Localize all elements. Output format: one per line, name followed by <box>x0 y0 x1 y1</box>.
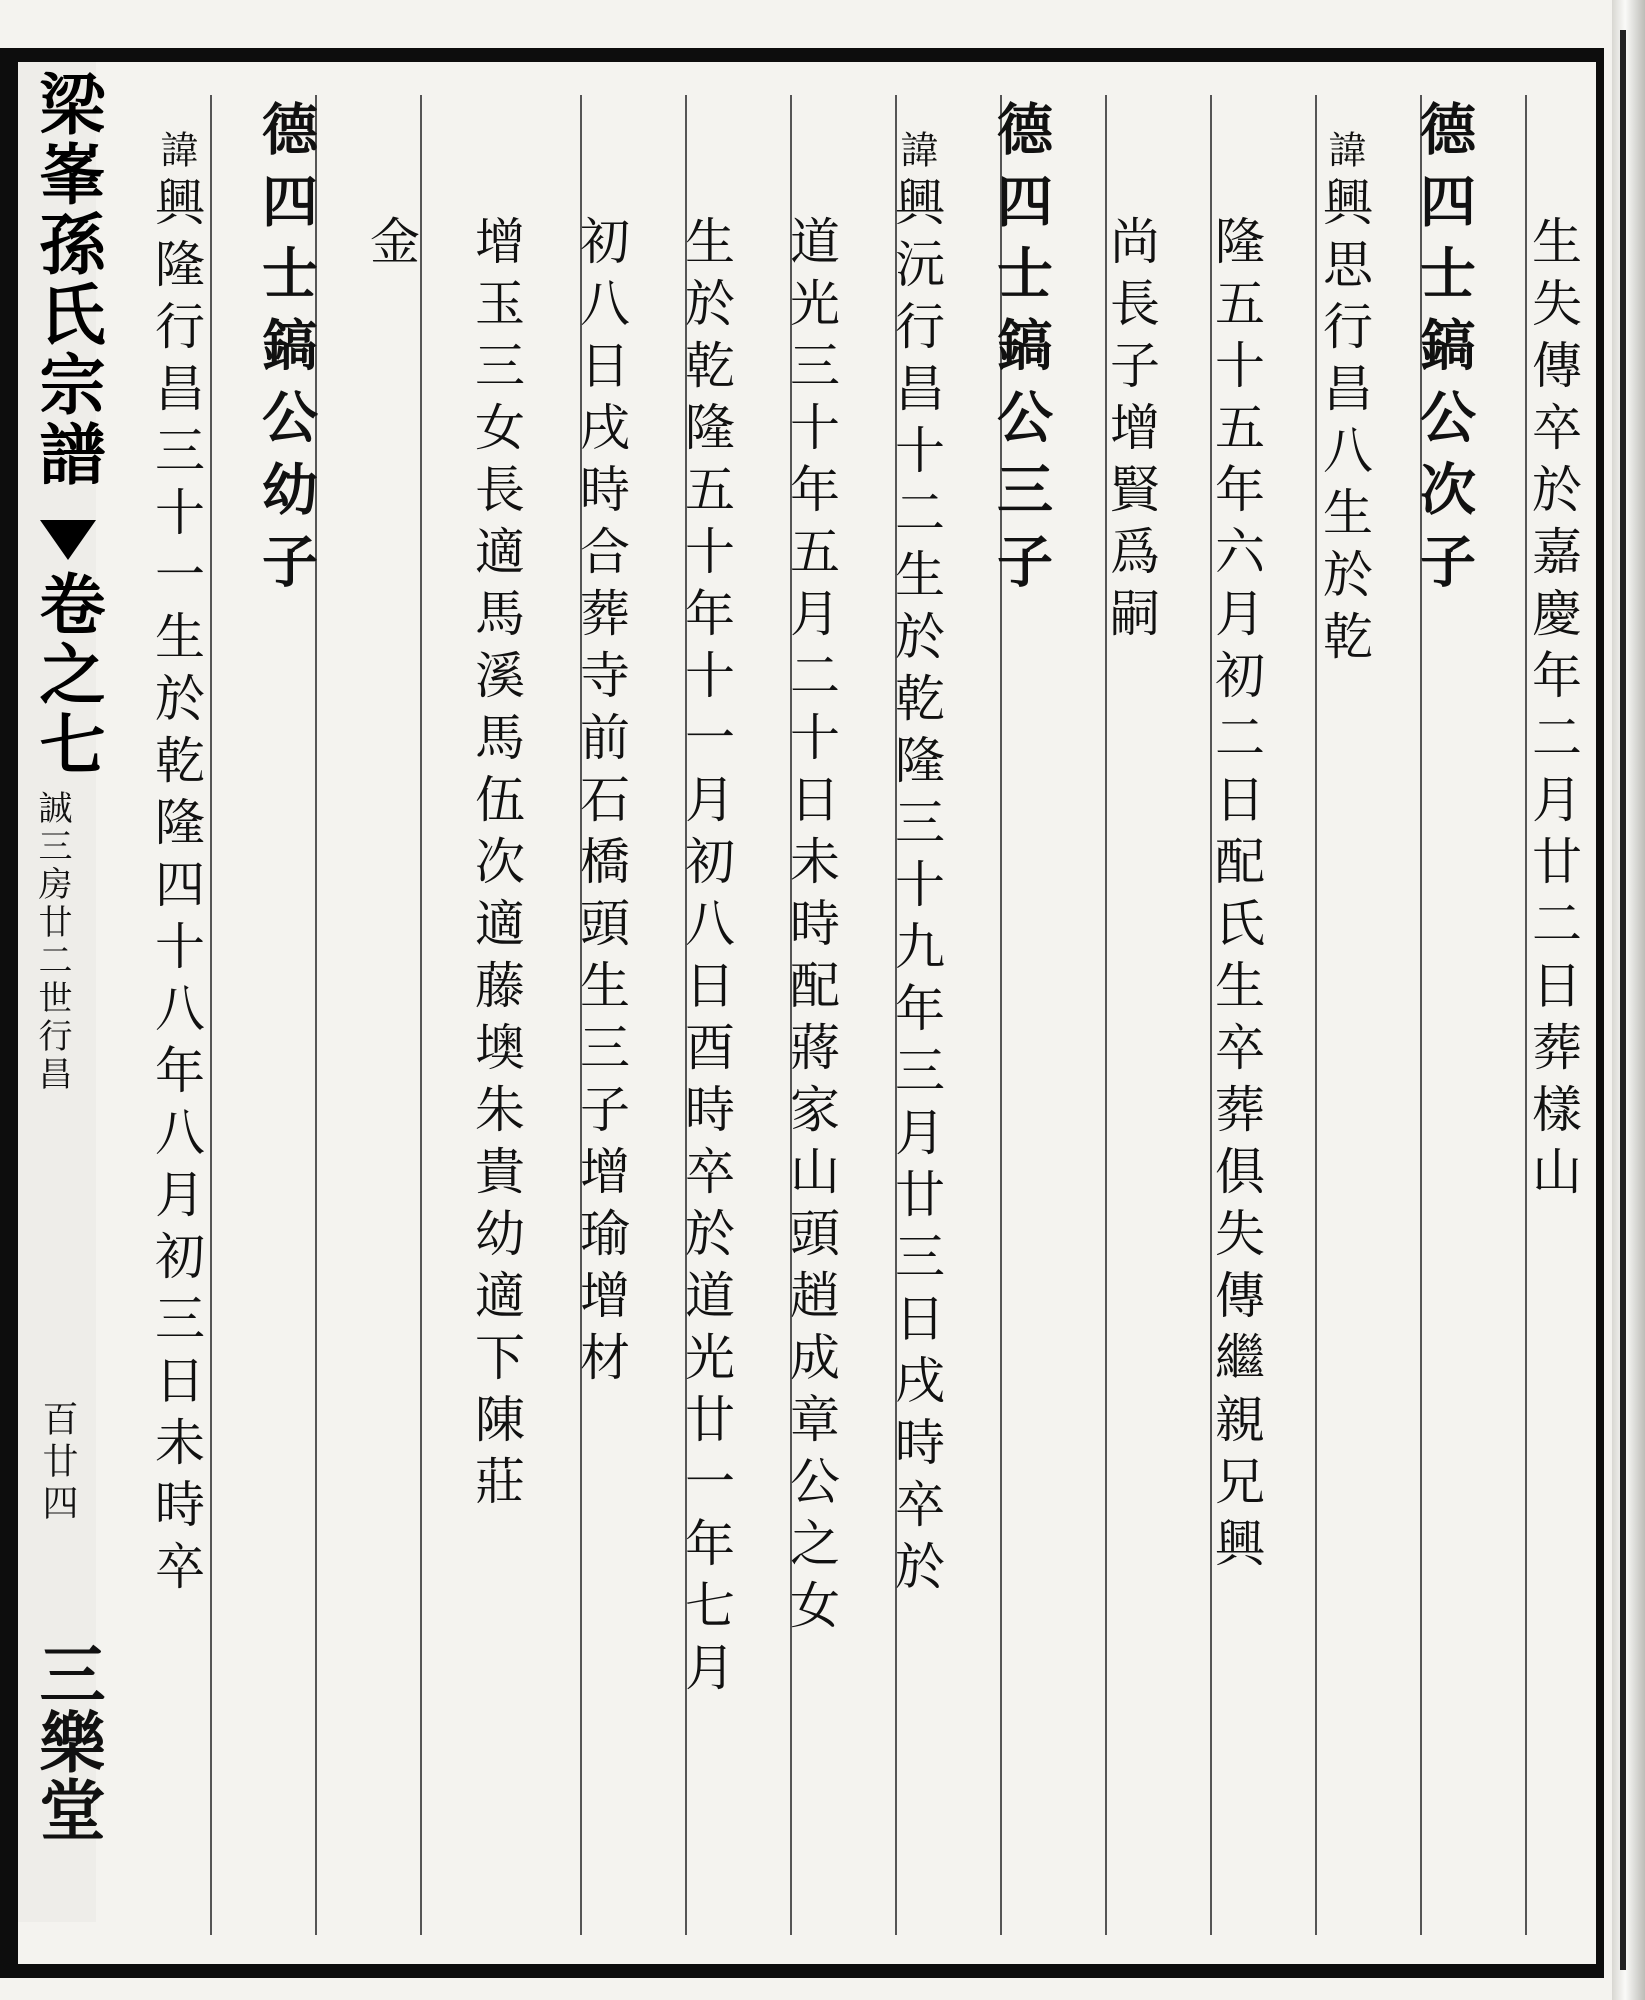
column-text: 幼適下陳莊 <box>467 1207 525 1517</box>
column-text: 興沅行昌十二 <box>887 176 945 548</box>
column-text: 增材 <box>572 1269 630 1393</box>
entry-heading: 德四士鎬公幼子 <box>253 100 319 604</box>
text-column <box>677 215 735 1703</box>
entry-heading: 德四士鎬公次子 <box>1411 100 1477 604</box>
column-rule <box>420 95 422 1935</box>
genealogy-title: 梁峯孫氏宗譜 <box>28 70 106 490</box>
text-column <box>467 215 525 1517</box>
text-column <box>147 130 205 1602</box>
column-text: 生失傳卒於嘉慶年二月廿二日葬樣山 <box>1524 215 1582 1207</box>
column-text: 配氏生卒葬俱失傳 <box>1207 835 1265 1331</box>
column-text: 合葬寺前石橋頭 <box>572 525 630 959</box>
taboo-name-note: 諱 <box>154 130 198 176</box>
column-text: 增瑜 <box>572 1145 630 1269</box>
column-text: 尚長子增賢爲嗣 <box>1102 215 1160 649</box>
hall-name: 三樂堂 <box>28 1640 106 1844</box>
text-column <box>1524 215 1582 1207</box>
column-text: 生於乾隆三十九年三月廿三日戌時卒於 <box>887 548 945 1602</box>
text-column <box>1102 215 1160 649</box>
text-column <box>572 215 630 1393</box>
column-text: 生於乾 <box>1315 486 1373 672</box>
column-text: 次適藤墺朱貴 <box>467 835 525 1207</box>
column-text: 隆五十五年六月初二日 <box>1207 215 1265 835</box>
branch-label: 誠三房廿二世行昌 <box>32 790 72 1094</box>
taboo-name-note: 諱 <box>894 130 938 176</box>
column-text: 道光三十年五月二十日未時 <box>782 215 840 959</box>
column-text: 興隆行昌三十一 <box>147 176 205 610</box>
column-text: 配蔣家山頭趙成章公之女 <box>782 959 840 1641</box>
text-column <box>782 215 840 1641</box>
text-column <box>887 130 945 1602</box>
page-number: 百廿四 <box>37 1400 78 1526</box>
text-column <box>1315 130 1373 672</box>
column-rule <box>210 95 212 1935</box>
column-text: 金 <box>362 215 420 277</box>
column-text: 生於乾隆四十八年八月初三日未時卒 <box>147 610 205 1602</box>
taboo-name-note: 諱 <box>1322 130 1366 176</box>
text-column <box>1411 100 1477 604</box>
text-column <box>253 100 319 604</box>
column-text: 繼親兄興 <box>1207 1331 1265 1579</box>
column-text: 興思行昌八 <box>1315 176 1373 486</box>
column-text: 生於乾隆五十年十一月初八日酉時卒於道光廿一年七月 <box>677 215 735 1703</box>
text-column <box>988 100 1054 604</box>
column-text: 初八日戌時 <box>572 215 630 525</box>
column-text: 生三子 <box>572 959 630 1145</box>
text-column <box>1207 215 1265 1579</box>
text-column <box>362 215 420 277</box>
volume-label: 卷之七 <box>28 570 106 780</box>
column-text: 增玉 <box>467 215 525 339</box>
column-text: 三女長適馬溪馬伍 <box>467 339 525 835</box>
fishtail-mark <box>40 520 96 560</box>
adjacent-page-edge <box>1612 0 1645 2000</box>
entry-heading: 德四士鎬公三子 <box>988 100 1054 604</box>
